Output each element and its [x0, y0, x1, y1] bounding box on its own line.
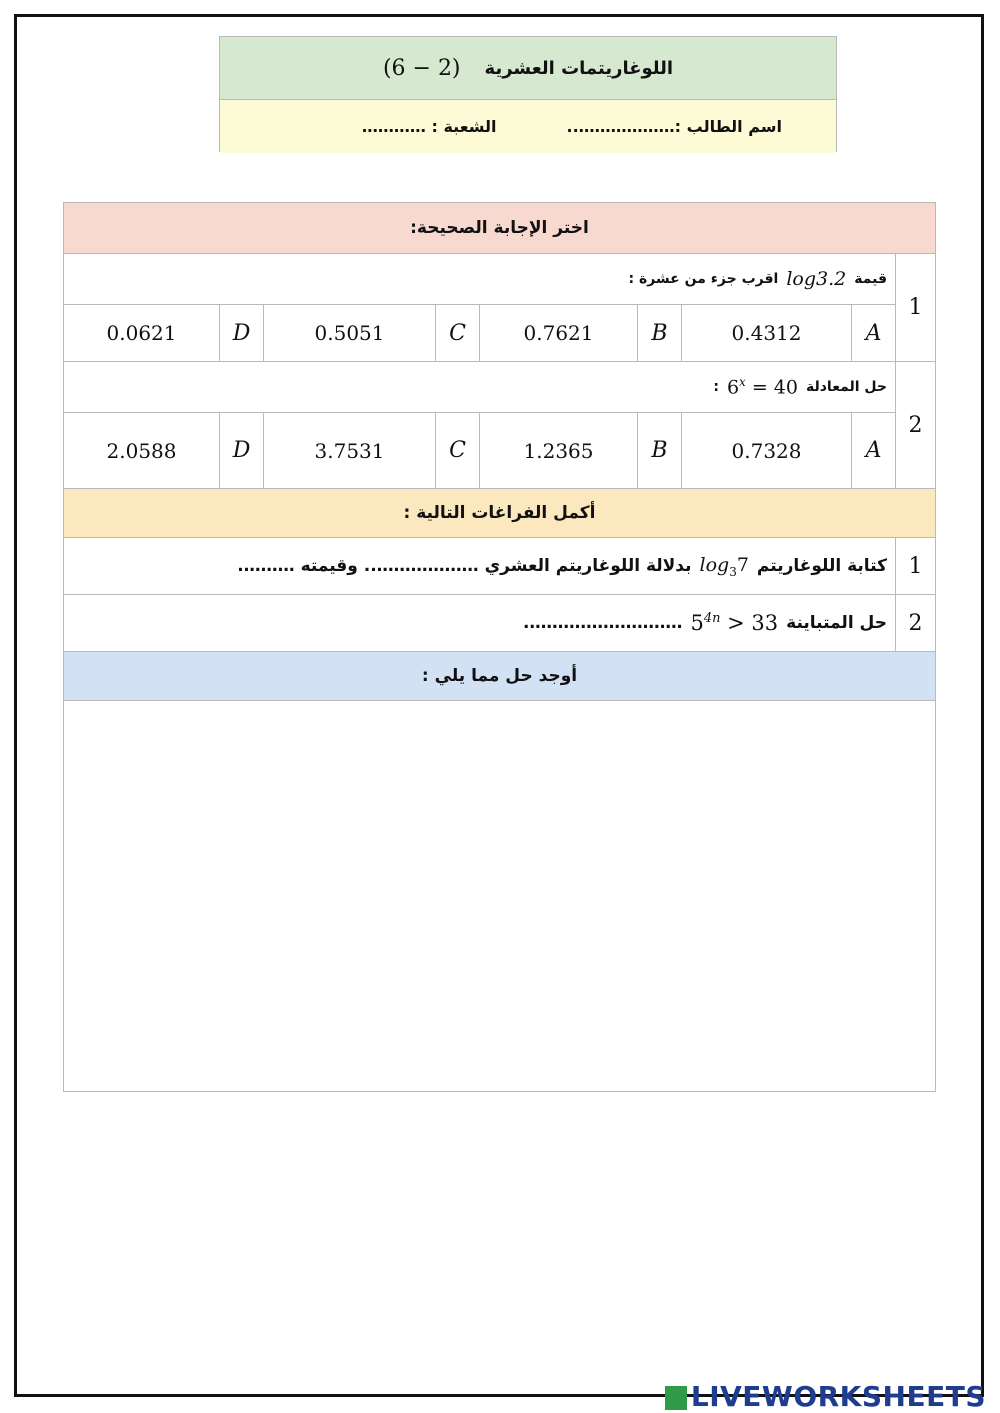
section-fill-blanks-heading [64, 489, 935, 538]
section-heading-text: أوجد حل مما يلي : [421, 666, 578, 686]
question-prefix: حل المعادلة [806, 379, 887, 395]
question-prefix: قيمة [854, 271, 887, 287]
option-b[interactable]: 1.2365 [479, 413, 637, 488]
math-expression: $5^{4n} > 33$ [690, 611, 779, 635]
section-solve-heading [64, 652, 935, 701]
math-expression: $6^x = 40$ [726, 375, 798, 399]
question-suffix: : [713, 379, 719, 395]
question-suffix: اقرب جزء من عشرة : [628, 271, 779, 287]
option-letter-d: D [219, 305, 263, 361]
mcq-question-1 [64, 254, 935, 362]
fill-blank-text[interactable] [64, 538, 895, 594]
section-multiple-choice-heading [64, 203, 935, 254]
item-prefix: كتابة اللوغاريتم [756, 556, 887, 576]
student-name-field[interactable]: اسم الطالب :……………….. [566, 117, 782, 136]
option-letter-b: B [637, 413, 681, 488]
option-a[interactable]: 0.7328 [681, 413, 851, 488]
options-row [64, 305, 895, 361]
option-c[interactable]: 3.7531 [263, 413, 435, 488]
worksheet-header [219, 36, 837, 152]
option-d[interactable]: 2.0588 [106, 438, 177, 463]
question-text [64, 362, 895, 413]
option-letter-d: D [219, 413, 263, 488]
option-b[interactable]: 0.7621 [479, 305, 637, 361]
brand-icon [665, 1386, 687, 1410]
math-expression: $\log_37$ [699, 553, 749, 579]
fill-blank-item-2 [64, 595, 935, 652]
option-c[interactable]: 0.5051 [263, 305, 435, 361]
brand-text: LIVEWORKSHEETS [690, 1380, 986, 1413]
question-number: 2 [895, 362, 935, 488]
option-letter-a: A [851, 413, 895, 488]
fill-blank-item-1 [64, 538, 935, 595]
question-number: 1 [895, 254, 935, 361]
math-expression: log3.2 [786, 268, 847, 290]
brand-logo [665, 1380, 986, 1413]
lesson-title: اللوغاريتمات العشرية [484, 57, 674, 79]
item-suffix: ………………………. [522, 613, 683, 633]
section-heading-text: أكمل الفراغات التالية : [403, 503, 596, 523]
option-d[interactable]: 0.0621 [106, 321, 177, 345]
fill-blank-text[interactable] [64, 595, 895, 651]
option-letter-b: B [637, 305, 681, 361]
option-letter-c: C [435, 413, 479, 488]
class-section-field[interactable]: الشعبة : ………… [361, 117, 497, 136]
question-text [64, 254, 895, 305]
item-suffix: بدلالة اللوغاريتم العشري ……………….. وقيمته ………. [237, 556, 692, 576]
header-info-row [220, 100, 836, 153]
option-letter-a: A [851, 305, 895, 361]
options-row [64, 413, 895, 488]
worksheet-table [63, 202, 936, 1092]
option-a[interactable]: 0.4312 [681, 305, 851, 361]
item-prefix: حل المتباينة [786, 613, 887, 633]
section-heading-text: اختر الإجابة الصحيحة: [410, 218, 589, 238]
item-number: 1 [895, 538, 935, 594]
option-letter-c: C [435, 305, 479, 361]
answer-area[interactable] [64, 701, 935, 1091]
lesson-number: (6 − 2) [382, 55, 461, 81]
header-title-row [220, 37, 836, 100]
item-number: 2 [895, 595, 935, 651]
mcq-question-2 [64, 362, 935, 489]
